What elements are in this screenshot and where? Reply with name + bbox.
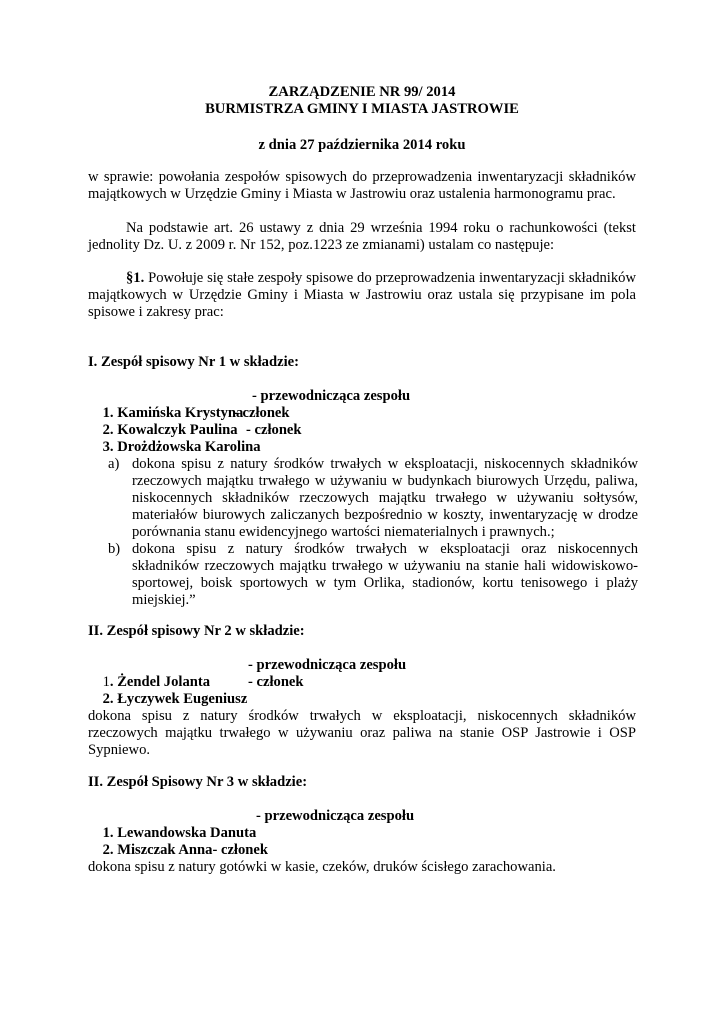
list-marker: a)	[108, 456, 120, 472]
member-role: - członek	[234, 405, 290, 421]
paragraph-1-label: §1.	[126, 270, 145, 286]
member-role: - przewodnicząca zespołu	[248, 657, 407, 673]
legal-basis-paragraph: Na podstawie art. 26 ustawy z dnia 29 września 1994 roku o rachunkowości (tekst jednolity Dz. U. z 2009 r. Nr 152, poz.1223 ze zmianami) ustalam co następuje:	[88, 220, 636, 253]
member-role: - przewodnicząca zespołu	[256, 808, 415, 824]
list-item	[108, 541, 638, 609]
list-marker: b)	[108, 541, 121, 557]
subject-paragraph: w sprawie: powołania zespołów spisowych do przeprowadzenia inwentaryzacji składników majątkowych w Urzędzie Gminy i Miasta w Jastrowiu oraz ustalenia harmonogramu prac.	[88, 169, 636, 202]
document-title: ZARZĄDZENIE NR 99/ 2014	[268, 84, 456, 100]
team2-task: dokona spisu z natury środków trwałych w eksploatacji, niskocennych składników rzeczowych majątku trwałego w używaniu oraz paliwa na stanie OSP Jastrowie i OSP Sypniewo.	[88, 708, 636, 758]
list-item-text: dokona spisu z natury środków trwałych w eksploatacji, niskocennych składników rzeczowych majątku trwałego w używaniu w budynkach biurowych Urzędu, paliwa, niskocennych składników rzeczowych majątku trwałego w używaniu sołtysów, materiałów biurowych zaliczanych bezpośrednio w koszty, inwentaryzację w drodze porównania stanu ewidencyjnego wartości niematerialnych i prawnych.;	[132, 456, 638, 540]
team1-heading: I. Zespół spisowy Nr 1 w składzie:	[88, 354, 299, 370]
member-name: 1. Kamińska Krystyna	[102, 405, 244, 421]
document-date: z dnia 27 października 2014 roku	[258, 137, 466, 153]
member-name: 3. Drożdżowska Karolina	[102, 439, 261, 455]
member-name: 2. Kowalczyk Paulina	[102, 422, 238, 438]
list-item	[108, 456, 638, 541]
member-role: - przewodnicząca zespołu	[252, 388, 411, 404]
member-name: 1. Lewandowska Danuta	[102, 825, 257, 841]
document-issuer: BURMISTRZA GMINY I MIASTA JASTROWIE	[205, 101, 519, 117]
team3-task: dokona spisu z natury gotówki w kasie, czeków, druków ścisłego zarachowania.	[88, 859, 556, 875]
member-name: 2. Łyczywek Eugeniusz	[102, 691, 248, 707]
member-number: 1	[102, 674, 110, 690]
team1-task-list	[108, 456, 638, 609]
paragraph-1-text: Powołuje się stałe zespoły spisowe do przeprowadzenia inwentaryzacji składników majątkowych w Urzędzie Gminy i Miasta w Jastrowiu oraz ustala się przypisane im pola spisowe i zakresy prac:	[88, 270, 636, 320]
member-name: . Żendel Jolanta	[109, 674, 211, 690]
list-item-text: dokona spisu z natury środków trwałych w eksploatacji oraz niskocennych składników rzeczowych majątku trwałego w używaniu na stanie hali widowiskowo-sportowej, boisk sportowych w tym Orlika, stadionów, kortu tenisowego i plaży miejskiej.”	[132, 541, 638, 608]
paragraph-1	[88, 270, 636, 321]
member-role: - członek	[248, 674, 304, 690]
member-role: - członek	[246, 422, 302, 438]
team2-heading: II. Zespół spisowy Nr 2 w składzie:	[88, 623, 305, 639]
member-name: 2. Miszczak Anna- członek	[102, 842, 268, 858]
team3-heading: II. Zespół Spisowy Nr 3 w składzie:	[88, 774, 308, 790]
